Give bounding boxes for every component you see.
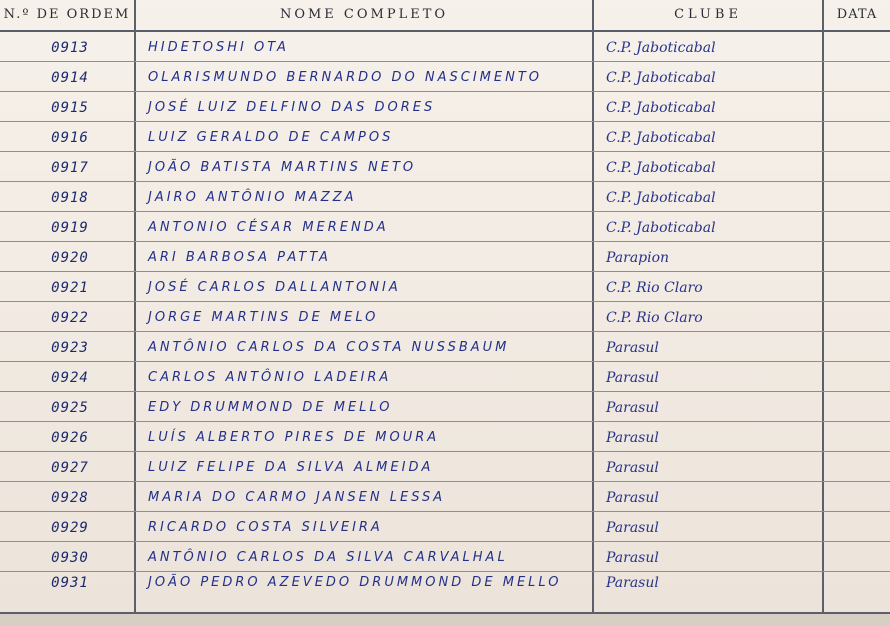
row-number: 0931 bbox=[51, 575, 89, 591]
ledger-row bbox=[0, 481, 890, 512]
club-name: C.P. Rio Claro bbox=[606, 310, 703, 326]
club-name: Parasul bbox=[606, 550, 659, 566]
row-number: 0919 bbox=[51, 220, 89, 236]
row-number: 0914 bbox=[51, 70, 89, 86]
ledger-row bbox=[0, 391, 890, 422]
row-number: 0928 bbox=[51, 490, 89, 506]
row-number: 0917 bbox=[51, 160, 89, 176]
club-name: Parasul bbox=[606, 370, 659, 386]
ledger-row bbox=[0, 271, 890, 302]
ledger-row bbox=[0, 301, 890, 332]
club-name: Parasul bbox=[606, 490, 659, 506]
member-name: JOSÉ LUIZ DELFINO DAS DORES bbox=[148, 100, 436, 115]
row-date bbox=[826, 121, 886, 151]
row-number: 0925 bbox=[51, 400, 89, 416]
column-header-nome: NOME COMPLETO bbox=[279, 7, 449, 22]
ledger-row bbox=[0, 571, 890, 592]
member-name: ANTONIO CÉSAR MERENDA bbox=[148, 220, 389, 235]
club-name: Parasul bbox=[606, 400, 659, 416]
club-name: C.P. Jaboticabal bbox=[606, 190, 716, 206]
row-number: 0927 bbox=[51, 460, 89, 476]
row-number: 0916 bbox=[51, 130, 89, 146]
club-name: Parasul bbox=[606, 460, 659, 476]
row-date bbox=[826, 211, 886, 241]
club-name: C.P. Jaboticabal bbox=[606, 130, 716, 146]
member-name: CARLOS ANTÔNIO LADEIRA bbox=[148, 370, 392, 385]
row-number: 0920 bbox=[51, 250, 89, 266]
row-number: 0930 bbox=[51, 550, 89, 566]
club-name: Parasul bbox=[606, 575, 659, 591]
row-number: 0913 bbox=[51, 40, 89, 56]
row-number: 0923 bbox=[51, 340, 89, 356]
club-name: Parasul bbox=[606, 430, 659, 446]
ledger-row bbox=[0, 541, 890, 572]
member-name: ARI BARBOSA PATTA bbox=[148, 250, 331, 265]
member-name: ANTÔNIO CARLOS DA SILVA CARVALHAL bbox=[148, 550, 508, 565]
column-header-data: DATA bbox=[836, 7, 878, 22]
row-date bbox=[826, 391, 886, 421]
club-name: C.P. Jaboticabal bbox=[606, 100, 716, 116]
row-date bbox=[826, 61, 886, 91]
ledger-row bbox=[0, 121, 890, 152]
row-date bbox=[826, 481, 886, 511]
row-date bbox=[826, 301, 886, 331]
club-name: Parasul bbox=[606, 340, 659, 356]
member-name: LUIZ FELIPE DA SILVA ALMEIDA bbox=[148, 460, 434, 475]
row-date bbox=[826, 451, 886, 481]
ledger-row bbox=[0, 181, 890, 212]
ledger-row bbox=[0, 331, 890, 362]
member-name: LUIZ GERALDO DE CAMPOS bbox=[148, 130, 394, 145]
club-name: C.P. Jaboticabal bbox=[606, 160, 716, 176]
row-date bbox=[826, 181, 886, 211]
row-number: 0918 bbox=[51, 190, 89, 206]
member-name: LUÍS ALBERTO PIRES DE MOURA bbox=[148, 430, 440, 445]
column-header-ordem: N.º DE ORDEM bbox=[3, 7, 131, 22]
ledger-row bbox=[0, 211, 890, 242]
ledger-row bbox=[0, 241, 890, 272]
member-name: ANTÔNIO CARLOS DA COSTA NUSSBAUM bbox=[148, 340, 510, 355]
ledger-row bbox=[0, 511, 890, 542]
column-header-clube: CLUBE bbox=[674, 7, 742, 22]
row-date bbox=[826, 421, 886, 451]
member-name: MARIA DO CARMO JANSEN LESSA bbox=[148, 490, 446, 505]
club-name: C.P. Jaboticabal bbox=[606, 220, 716, 236]
row-number: 0915 bbox=[51, 100, 89, 116]
ledger-row bbox=[0, 91, 890, 122]
row-number: 0926 bbox=[51, 430, 89, 446]
member-name: JOSÉ CARLOS DALLANTONIA bbox=[148, 280, 401, 295]
row-number: 0922 bbox=[51, 310, 89, 326]
row-number: 0924 bbox=[51, 370, 89, 386]
member-name: JOÃO PEDRO AZEVEDO DRUMMOND DE MELLO bbox=[148, 575, 562, 590]
member-name: OLARISMUNDO BERNARDO DO NASCIMENTO bbox=[148, 70, 542, 85]
ledger-row bbox=[0, 451, 890, 482]
member-name: EDY DRUMMOND DE MELLO bbox=[148, 400, 393, 415]
member-name: JORGE MARTINS DE MELO bbox=[148, 310, 379, 325]
ledger-row bbox=[0, 31, 890, 62]
ledger-row bbox=[0, 361, 890, 392]
member-name: JOÃO BATISTA MARTINS NETO bbox=[148, 160, 417, 175]
row-date bbox=[826, 361, 886, 391]
row-date bbox=[826, 331, 886, 361]
ledger-row bbox=[0, 421, 890, 452]
row-date bbox=[826, 571, 886, 601]
row-date bbox=[826, 91, 886, 121]
club-name: C.P. Jaboticabal bbox=[606, 70, 716, 86]
member-name: RICARDO COSTA SILVEIRA bbox=[148, 520, 383, 535]
club-name: Parasul bbox=[606, 520, 659, 536]
row-number: 0921 bbox=[51, 280, 89, 296]
club-name: C.P. Rio Claro bbox=[606, 280, 703, 296]
club-name: C.P. Jaboticabal bbox=[606, 40, 716, 56]
row-date bbox=[826, 271, 886, 301]
club-name: Parapion bbox=[606, 250, 670, 266]
row-number: 0929 bbox=[51, 520, 89, 536]
ledger-row bbox=[0, 151, 890, 182]
row-date bbox=[826, 151, 886, 181]
row-date bbox=[826, 31, 886, 61]
row-date bbox=[826, 541, 886, 571]
row-date bbox=[826, 511, 886, 541]
member-name: JAIRO ANTÔNIO MAZZA bbox=[148, 190, 357, 205]
member-name: HIDETOSHI OTA bbox=[148, 40, 289, 55]
row-date bbox=[826, 241, 886, 271]
ledger-row bbox=[0, 61, 890, 92]
